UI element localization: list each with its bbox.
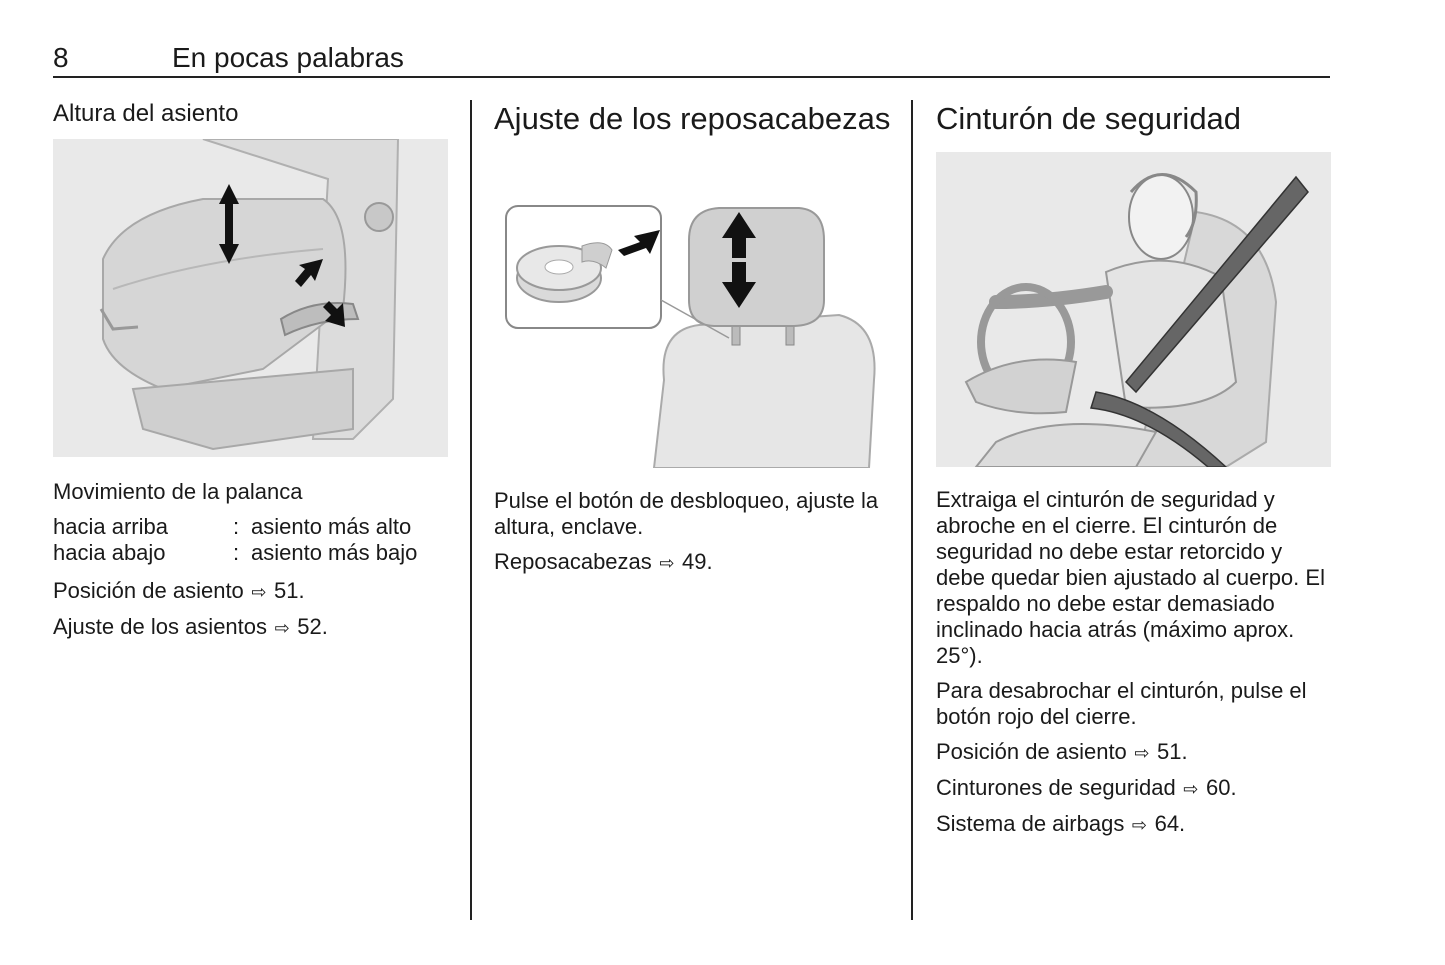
section-heading: Altura del asiento <box>53 100 239 127</box>
page-title: En pocas palabras <box>172 42 404 73</box>
separator: : <box>233 514 240 539</box>
reference-text: Sistema de airbags <box>936 811 1125 836</box>
section-heading: Cinturón de seguridad <box>936 101 1242 136</box>
lever-table <box>53 514 453 566</box>
table-row <box>53 514 453 540</box>
result-label: asiento más alto <box>251 514 412 539</box>
separator: : <box>233 540 240 565</box>
direction-label: hacia arriba <box>53 514 168 539</box>
figure-caption: Movimiento de la palanca <box>53 479 303 504</box>
arrow-reference-icon: ⇨ <box>251 582 267 602</box>
direction-label: hacia abajo <box>53 540 166 565</box>
reference-page: 60. <box>1205 775 1237 800</box>
page-reference[interactable] <box>936 811 1336 838</box>
arrow-reference-icon: ⇨ <box>1134 743 1150 763</box>
reference-page: 52. <box>297 614 328 639</box>
reference-text: Reposacabezas <box>494 549 652 574</box>
page-reference[interactable] <box>53 614 453 641</box>
reference-text: Cinturones de seguridad <box>936 775 1176 800</box>
arrow-reference-icon: ⇨ <box>274 618 290 638</box>
page-reference[interactable] <box>936 775 1336 802</box>
reference-page: 49. <box>682 549 713 574</box>
page-reference[interactable] <box>53 578 453 605</box>
page-reference[interactable] <box>936 739 1336 766</box>
section-heading: Ajuste de los reposacabezas <box>494 101 891 136</box>
instruction-paragraph: Extraiga el cinturón de seguridad y abroche en el cierre. El cinturón de seguridad no debe estar retorcido y debe quedar bien ajustado al cuerpo. El respaldo no debe estar demasiado inclinado hacia atrás (máximo aprox. 25°). <box>936 487 1325 668</box>
result-label: asiento más bajo <box>251 540 418 565</box>
reference-page: 51. <box>1157 739 1188 764</box>
instruction-paragraph: Pulse el botón de desbloqueo, ajuste la altura, enclave. <box>494 488 879 539</box>
column-headrest <box>494 95 894 585</box>
column-divider <box>470 100 472 920</box>
page-number: 8 <box>53 42 69 73</box>
table-row <box>53 540 453 566</box>
column-divider <box>911 100 913 920</box>
seat-height-illustration <box>53 139 448 457</box>
header-rule <box>53 76 1330 78</box>
arrow-reference-icon: ⇨ <box>1183 779 1199 799</box>
reference-text: Ajuste de los asientos <box>53 614 268 639</box>
reference-page: 51. <box>274 578 305 603</box>
arrow-reference-icon: ⇨ <box>659 553 675 573</box>
headrest-illustration <box>494 150 889 468</box>
column-seatbelt <box>936 95 1336 847</box>
page-reference[interactable] <box>494 549 894 576</box>
reference-page: 64. <box>1154 811 1186 836</box>
reference-text: Posición de asiento <box>936 739 1127 764</box>
arrow-reference-icon: ⇨ <box>1131 815 1147 835</box>
column-seat-height <box>53 95 453 650</box>
seatbelt-illustration <box>936 152 1331 467</box>
reference-text: Posición de asiento <box>53 578 244 603</box>
instruction-paragraph: Para desabrochar el cinturón, pulse el botón rojo del cierre. <box>936 678 1307 729</box>
